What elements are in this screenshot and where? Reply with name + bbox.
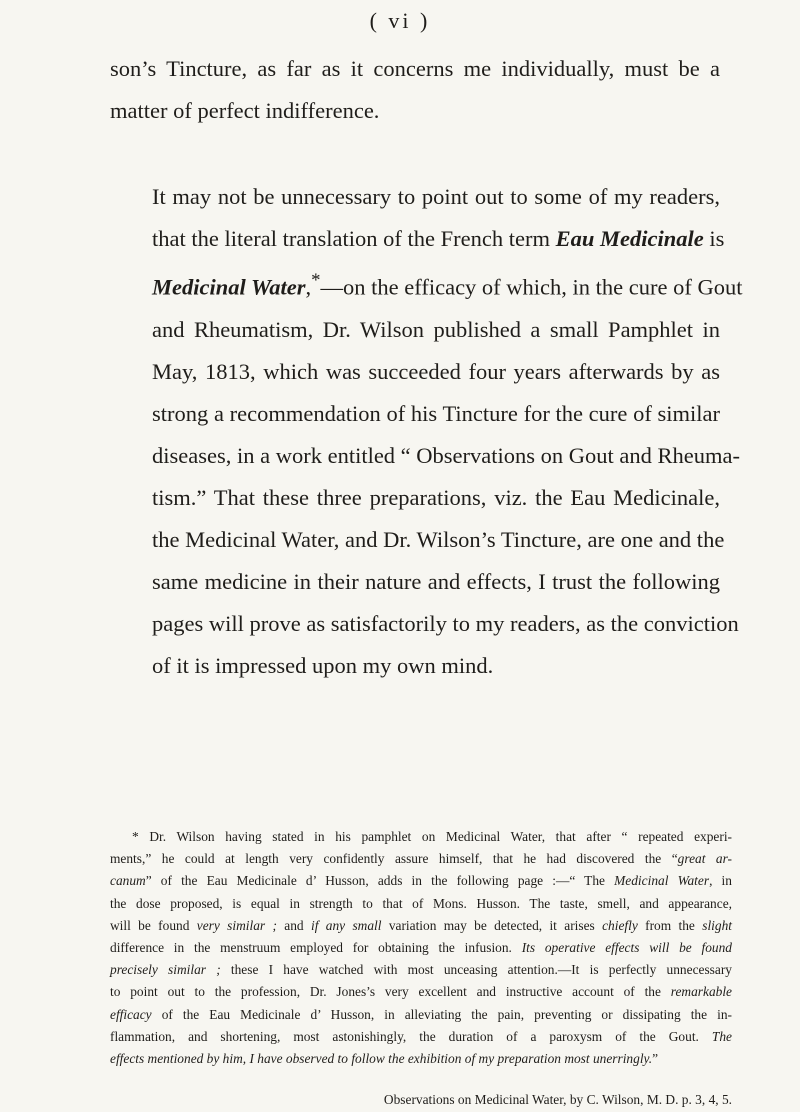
footnote-text: flammation, and shortening, most astonishingly, the duration of a paroxysm of the Gout. bbox=[110, 1028, 712, 1044]
footnote-line: the dose proposed, is equal in strength to that of Mons. Husson. The taste, smell, and appearance, bbox=[110, 895, 732, 911]
paragraph-line: Medicinal Water,*—on the efficacy of which, in the cure of Gout bbox=[152, 270, 743, 300]
footnote-line bbox=[110, 1004, 732, 1026]
paragraph-1 bbox=[110, 48, 720, 132]
paragraph-line: May, 1813, which was succeeded four years afterwards by as bbox=[152, 358, 720, 384]
footnote-line: * Dr. Wilson having stated in his pamphlet on Medicinal Water, that after “ repeated experi- bbox=[132, 829, 732, 844]
paragraph-line: same medicine in their nature and effects, I trust the following bbox=[152, 568, 720, 594]
footnote-italic: very similar ; bbox=[196, 917, 277, 933]
term-eau-medicinale: Eau Medicinale bbox=[555, 226, 704, 251]
footnote-line bbox=[110, 959, 732, 981]
footnote bbox=[110, 826, 732, 1070]
footnote-italic: remarkable bbox=[670, 984, 732, 1000]
paragraph-line: of it is impressed upon my own mind. bbox=[152, 652, 494, 678]
paragraph-line: son’s Tincture, as far as it concerns me individually, must be a bbox=[110, 56, 720, 81]
paragraph-line: tism.” That these three preparations, viz. the Eau Medicinale, bbox=[152, 484, 720, 510]
footnote-text: variation may be detected, it arises bbox=[381, 917, 603, 933]
footnote-line bbox=[110, 848, 732, 870]
footnote-text: , in bbox=[709, 873, 732, 889]
footnote-text: these I have watched with most unceasing attention.—It is perfectly unnecessary bbox=[220, 962, 732, 978]
footnote-italic: Its operative effects will be found bbox=[521, 940, 732, 956]
footnote-text: ” bbox=[652, 1051, 659, 1067]
paragraph-line bbox=[110, 218, 725, 260]
footnote-line bbox=[110, 1048, 732, 1070]
footnote-italic: great ar- bbox=[677, 851, 733, 867]
paragraph-line: the Medicinal Water, and Dr. Wilson’s Tincture, are one and the bbox=[152, 526, 725, 552]
footnote-line bbox=[110, 1026, 732, 1048]
page-number: ( vi ) bbox=[369, 8, 431, 33]
paragraph-line: strong a recommendation of his Tincture for the cure of similar bbox=[152, 400, 720, 426]
footnote-line bbox=[110, 870, 732, 892]
line-text: is bbox=[709, 226, 725, 251]
footnote-text: difference in the menstruum employed for obtaining the infusion. bbox=[110, 940, 522, 956]
footnote-text: ments,” he could at length very confidently assure himself, that he had discovered the “ bbox=[110, 851, 678, 867]
footnote-text: ” of the Eau Medicinale d’ Husson, adds in the following page :—“ The bbox=[145, 873, 615, 889]
paragraph-line: matter of perfect indifference. bbox=[110, 98, 380, 123]
footnote-text: of the Eau Medicinale d’ Husson, in alleviating the pain, preventing or dissipating the in- bbox=[151, 1006, 732, 1022]
paragraph-line: pages will prove as satisfactorily to my readers, as the conviction bbox=[152, 610, 739, 636]
footnote-line bbox=[110, 915, 732, 937]
citation: Observations on Medicinal Water, by C. Wilson, M. D. p. 3, 4, 5. bbox=[383, 1092, 732, 1107]
footnote-italic: The bbox=[711, 1028, 732, 1044]
footnote-marker: * bbox=[311, 270, 321, 291]
paragraph-line: diseases, in a work entitled “ Observations on Gout and Rheuma- bbox=[152, 442, 740, 468]
footnote-italic: slight bbox=[702, 917, 732, 933]
footnote-text: to point out to the profession, Dr. Jones’s very excellent and instructive account of the bbox=[110, 984, 671, 1000]
footnote-italic: if any small bbox=[310, 917, 382, 933]
footnote-line bbox=[110, 981, 732, 1003]
footnote-italic: effects mentioned by him, I have observed to follow the exhibition of my preparation most unerringly. bbox=[110, 1051, 653, 1067]
paragraph-line: It may not be unnecessary to point out to some of my readers, bbox=[152, 184, 720, 209]
line-text: that the literal translation of the French term bbox=[152, 226, 550, 251]
footnote-text: from the bbox=[637, 917, 703, 933]
paragraph-2 bbox=[110, 176, 743, 687]
line-text: —on the efficacy of which, in the cure of Gout bbox=[320, 274, 743, 300]
footnote-italic: chiefly bbox=[602, 917, 638, 933]
term-medicinal-water: Medicinal Water bbox=[152, 274, 306, 300]
footnote-italic: Medicinal Water bbox=[614, 873, 710, 889]
footnote-text: will be found bbox=[110, 917, 197, 933]
footnote-line bbox=[110, 937, 732, 959]
footnote-italic: efficacy bbox=[110, 1006, 152, 1022]
footnote-text: and bbox=[276, 917, 311, 933]
paragraph-line: and Rheumatism, Dr. Wilson published a small Pamphlet in bbox=[152, 316, 720, 342]
footnote-italic: precisely similar ; bbox=[110, 962, 221, 978]
footnote-italic: canum bbox=[110, 873, 146, 889]
